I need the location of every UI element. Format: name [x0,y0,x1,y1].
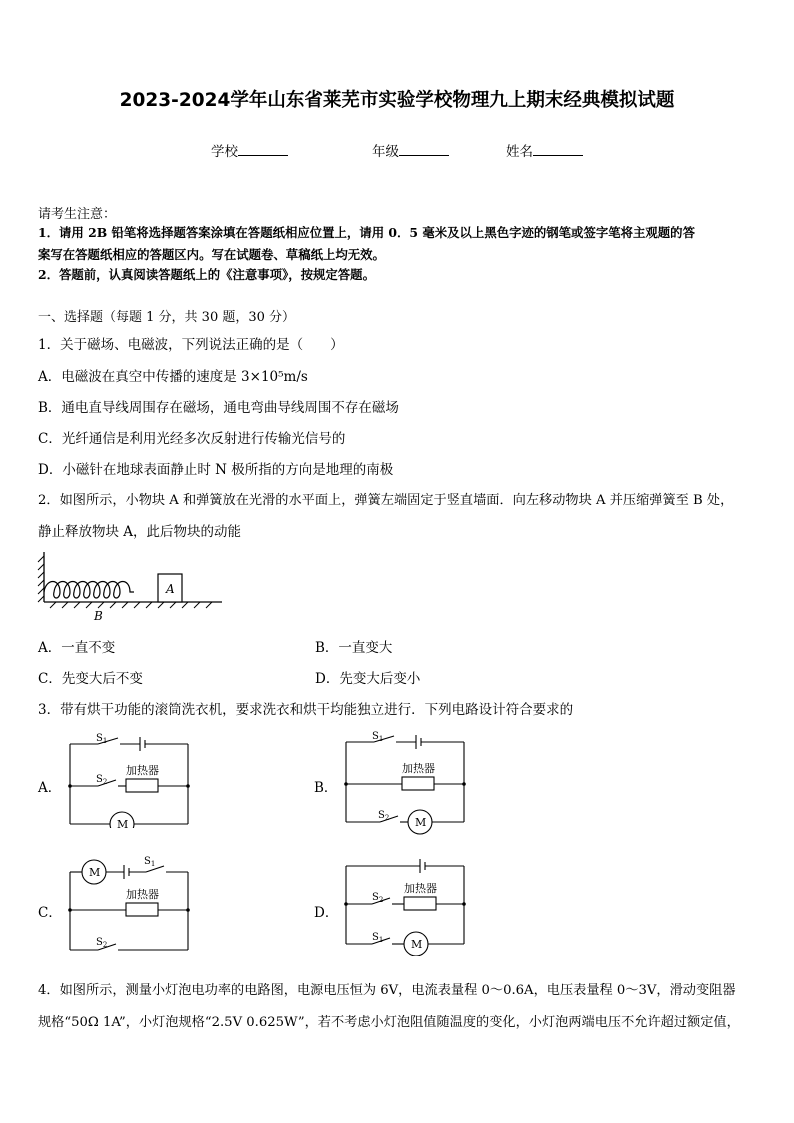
svg-text:S2 [96,774,107,786]
q1-option-a: A．电磁波在真空中传播的速度是 3×10⁵m/s [38,369,308,385]
heater-label: 加热器 [126,888,159,901]
svg-text:S1 [96,733,107,745]
q2-option-c: C．先变大后不变 [38,671,143,687]
s1-sub: 1 [378,735,384,743]
circuit-d [336,852,476,956]
motor-label: M [117,818,129,828]
heater-label: 加热器 [126,764,159,777]
q4-stem-line1: 4．如图所示，测量小灯泡电功率的电路图，电源电压恒为 6V，电流表量程 0～0.6A，电压表量程 0～3V，滑动变阻器 [38,983,736,998]
q2-option-a: A．一直不变 [38,640,116,656]
svg-text:S1 [372,932,383,944]
spring [44,582,134,599]
motor-label: M [415,816,427,829]
s2-label: S [96,774,103,785]
s2-label: S [378,810,385,821]
s1-label: S [372,932,379,943]
q1-option-b: B．通电直导线周围存在磁场，通电弯曲导线周围不存在磁场 [38,400,399,416]
s1-label: S [96,733,103,744]
position-b-label: B [94,609,103,623]
q3-option-b-label: B． [314,780,338,796]
s2-sub: 2 [102,941,108,949]
grade-label: 年级 [372,144,399,160]
motor-label: M [411,938,423,951]
svg-text:S1 [372,731,383,743]
s2-sub: 2 [384,814,390,822]
q1-option-c: C．光纤通信是利用光经多次反射进行传输光信号的 [38,431,346,447]
q1-stem: 1．关于磁场、电磁波，下列说法正确的是（ ） [38,337,344,353]
notice-item1-line2: 案写在答题纸相应的答题区内。写在试题卷、草稿纸上均无效。 [38,247,385,262]
circuit-a [60,728,200,828]
school-label: 学校 [211,144,238,160]
spring-block-figure [36,550,228,626]
q1-option-d: D．小磁针在地球表面静止时 N 极所指的方向是地理的南极 [38,462,394,478]
q2-option-d: D．先变大后变小 [315,671,421,687]
school-blank[interactable] [238,144,288,156]
s1-label: S [372,731,379,742]
svg-text:S2 [378,810,389,822]
q3-option-a-label: A． [38,780,62,796]
motor-label: M [89,866,101,879]
q4-stem-line2: 规格“50Ω 1A”，小灯泡规格“2.5V 0.625W”，若不考虑小灯泡阻值随温度的变化，小灯泡两端电压不允许超过额定值， [38,1015,740,1030]
s1-label: S [144,856,151,867]
s1-sub: 1 [150,860,156,868]
q2-option-b: B．一直变大 [315,640,393,656]
q3-stem: 3．带有烘干功能的滚筒洗衣机，要求洗衣和烘干均能独立进行．下列电路设计符合要求的 [38,702,574,718]
grade-blank[interactable] [399,144,449,156]
heater-label: 加热器 [402,762,435,775]
notice-heading: 请考生注意： [38,207,117,222]
block-a-label: A [166,582,175,596]
s1-sub: 1 [102,737,108,745]
q3-option-c-label: C． [38,905,62,921]
q2-stem-line2: 静止释放物块 A，此后物块的动能 [38,524,242,540]
q3-option-d-label: D． [314,905,339,921]
svg-text:S2 [372,892,383,904]
heater-label: 加热器 [404,882,437,895]
grade-field[interactable] [372,140,449,160]
svg-text:S2 [96,937,107,949]
circuit-b [336,726,476,836]
s2-sub: 2 [378,896,384,904]
notice-item2: 2．答题前，认真阅读答题纸上的《注意事项》，按规定答题。 [38,267,375,282]
name-field[interactable] [506,140,583,160]
s1-sub: 1 [378,936,384,944]
svg-text:S1 [144,856,155,868]
school-field[interactable] [211,140,288,160]
name-label: 姓名 [506,144,533,160]
page-title: 2023-2024学年山东省莱芜市实验学校物理九上期末经典模拟试题 [119,90,675,111]
section-heading: 一、选择题（每题 1 分，共 30 题，30 分） [38,310,296,325]
s2-label: S [372,892,379,903]
notice-item1-line1: 1．请用 2B 铅笔将选择题答案涂填在答题纸相应位置上，请用 0．5 毫米及以上黑色字迹的钢笔或签字笔将主观题的答 [38,225,695,240]
s2-sub: 2 [102,778,108,786]
name-blank[interactable] [533,144,583,156]
q2-stem-line1: 2．如图所示，小物块 A 和弹簧放在光滑的水平面上，弹簧左端固定于竖直墙面．向左移动物块 A 并压缩弹簧至 B 处， [38,493,734,508]
s2-label: S [96,937,103,948]
circuit-c [60,852,200,956]
